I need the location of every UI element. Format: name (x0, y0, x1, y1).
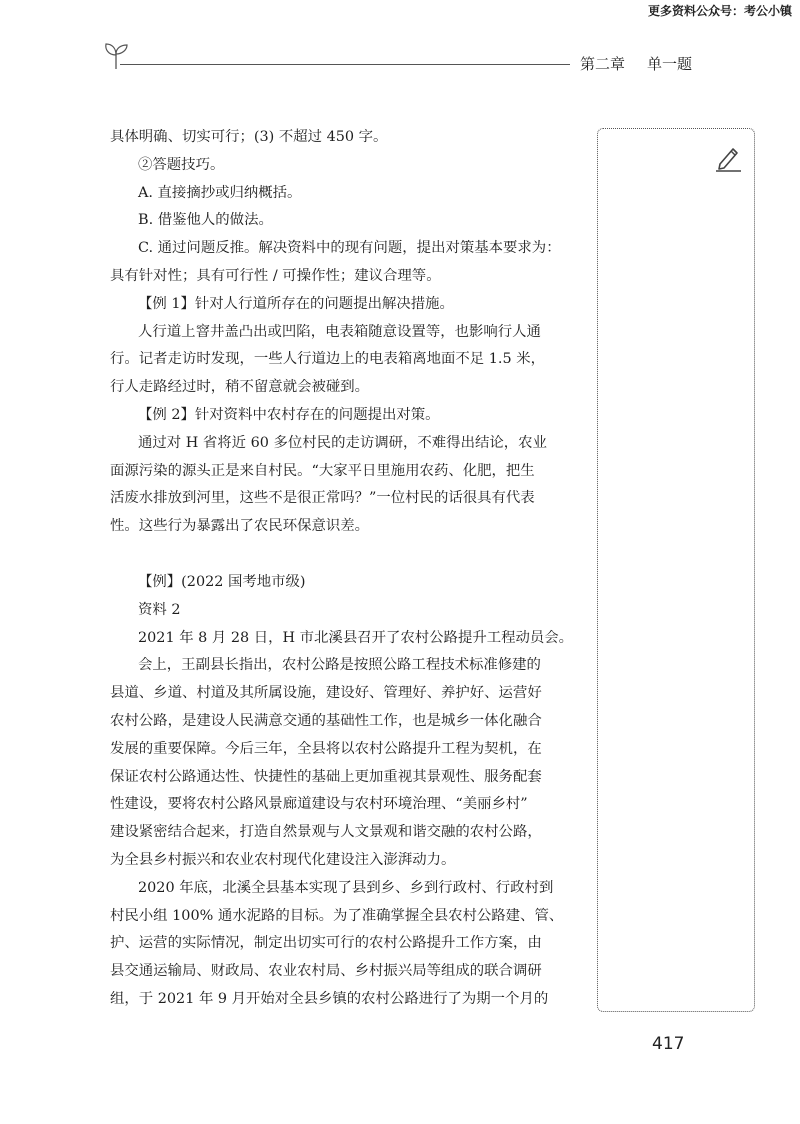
body-line: 2020 年底，北溪全县基本实现了县到乡、乡到行政村、行政村到 (138, 879, 554, 896)
chapter-heading (580, 53, 692, 74)
body-line: A. 直接摘抄或归纳概括。 (138, 184, 302, 201)
example-heading: 【例 2】针对资料中农村存在的问题提出对策。 (138, 406, 440, 423)
body-line: 通过对 H 省将近 60 多位村民的走访调研，不难得出结论，农业 (138, 434, 547, 451)
page-number: 417 (652, 1034, 685, 1054)
body-line: 性。这些行为暴露出了农民环保意识差。 (110, 518, 370, 535)
body-line: 发展的重要保障。今后三年，全县将以农村公路提升工程为契机，在 (110, 740, 542, 757)
page-body (110, 124, 586, 1014)
body-line: 面源污染的源头正是来自村民。“大家平日里施用农药、化肥，把生 (110, 462, 535, 479)
pencil-icon (714, 143, 742, 173)
body-line: 性建设，要将农村公路风景廊道建设与农村环境治理、“美丽乡村” (110, 796, 528, 813)
body-line: 2021 年 8 月 28 日，H 市北溪县召开了农村公路提升工程动员会。 (138, 629, 574, 646)
body-line: 具有针对性；具有可行性 / 可操作性；建议合理等。 (110, 267, 441, 284)
section-title: 单一题 (647, 55, 693, 73)
chapter-title: 第二章 (580, 55, 626, 73)
body-line: 具体明确、切实可行；(3) 不超过 450 字。 (110, 129, 388, 145)
body-line: 活废水排放到河里，这些不是很正常吗？”一位村民的话很具有代表 (110, 490, 535, 507)
body-line: 农村公路，是建设人民满意交通的基础性工作，也是城乡一体化融合 (110, 712, 542, 729)
paragraph-gap (110, 541, 586, 569)
body-line: C. 通过问题反推。解决资料中的现有问题，提出对策基本要求为： (138, 240, 561, 257)
example-heading: 【例 1】针对人行道所存在的问题提出解决措施。 (138, 295, 454, 312)
body-line: 护、运营的实际情况，制定出切实可行的农村公路提升工作方案，由 (110, 935, 542, 952)
body-line: ②答题技巧。 (138, 156, 225, 173)
body-line: 建设紧密结合起来，打造自然景观与人文景观和谐交融的农村公路， (110, 824, 542, 841)
body-line: 村民小组 100% 通水泥路的目标。为了准确掌握全县农村公路建、管、 (110, 907, 564, 924)
body-line: 组，于 2021 年 9 月开始对全县乡镇的农村公路进行了为期一个月的 (110, 990, 549, 1007)
body-line: B. 借鉴他人的做法。 (138, 212, 273, 229)
sprout-icon (102, 40, 130, 70)
body-line: 会上，王副县长指出，农村公路是按照公路工程技术标准修建的 (138, 657, 541, 674)
body-line: 为全县乡村振兴和农业农村现代化建设注入澎湃动力。 (110, 851, 456, 868)
notes-margin-box (597, 128, 755, 1012)
body-line: 行。记者走访时发现，一些人行道边上的电表箱离地面不足 1.5 米， (110, 351, 545, 368)
header-rule (120, 64, 570, 65)
body-line: 行人走路经过时，稍不留意就会被碰到。 (110, 379, 370, 396)
body-line: 保证农村公路通达性、快捷性的基础上更加重视其景观性、服务配套 (110, 768, 542, 785)
example-heading: 【例】(2022 国考地市级) (138, 573, 306, 590)
body-line: 县道、乡道、村道及其所属设施，建设好、管理好、养护好、运营好 (110, 685, 542, 702)
material-label: 资料 2 (138, 601, 181, 618)
body-line: 人行道上窨井盖凸出或凹陷，电表箱随意设置等，也影响行人通 (138, 323, 541, 340)
top-note: 更多资料公众号：考公小镇 (647, 4, 792, 18)
body-line: 县交通运输局、财政局、农业农村局、乡村振兴局等组成的联合调研 (110, 963, 542, 980)
